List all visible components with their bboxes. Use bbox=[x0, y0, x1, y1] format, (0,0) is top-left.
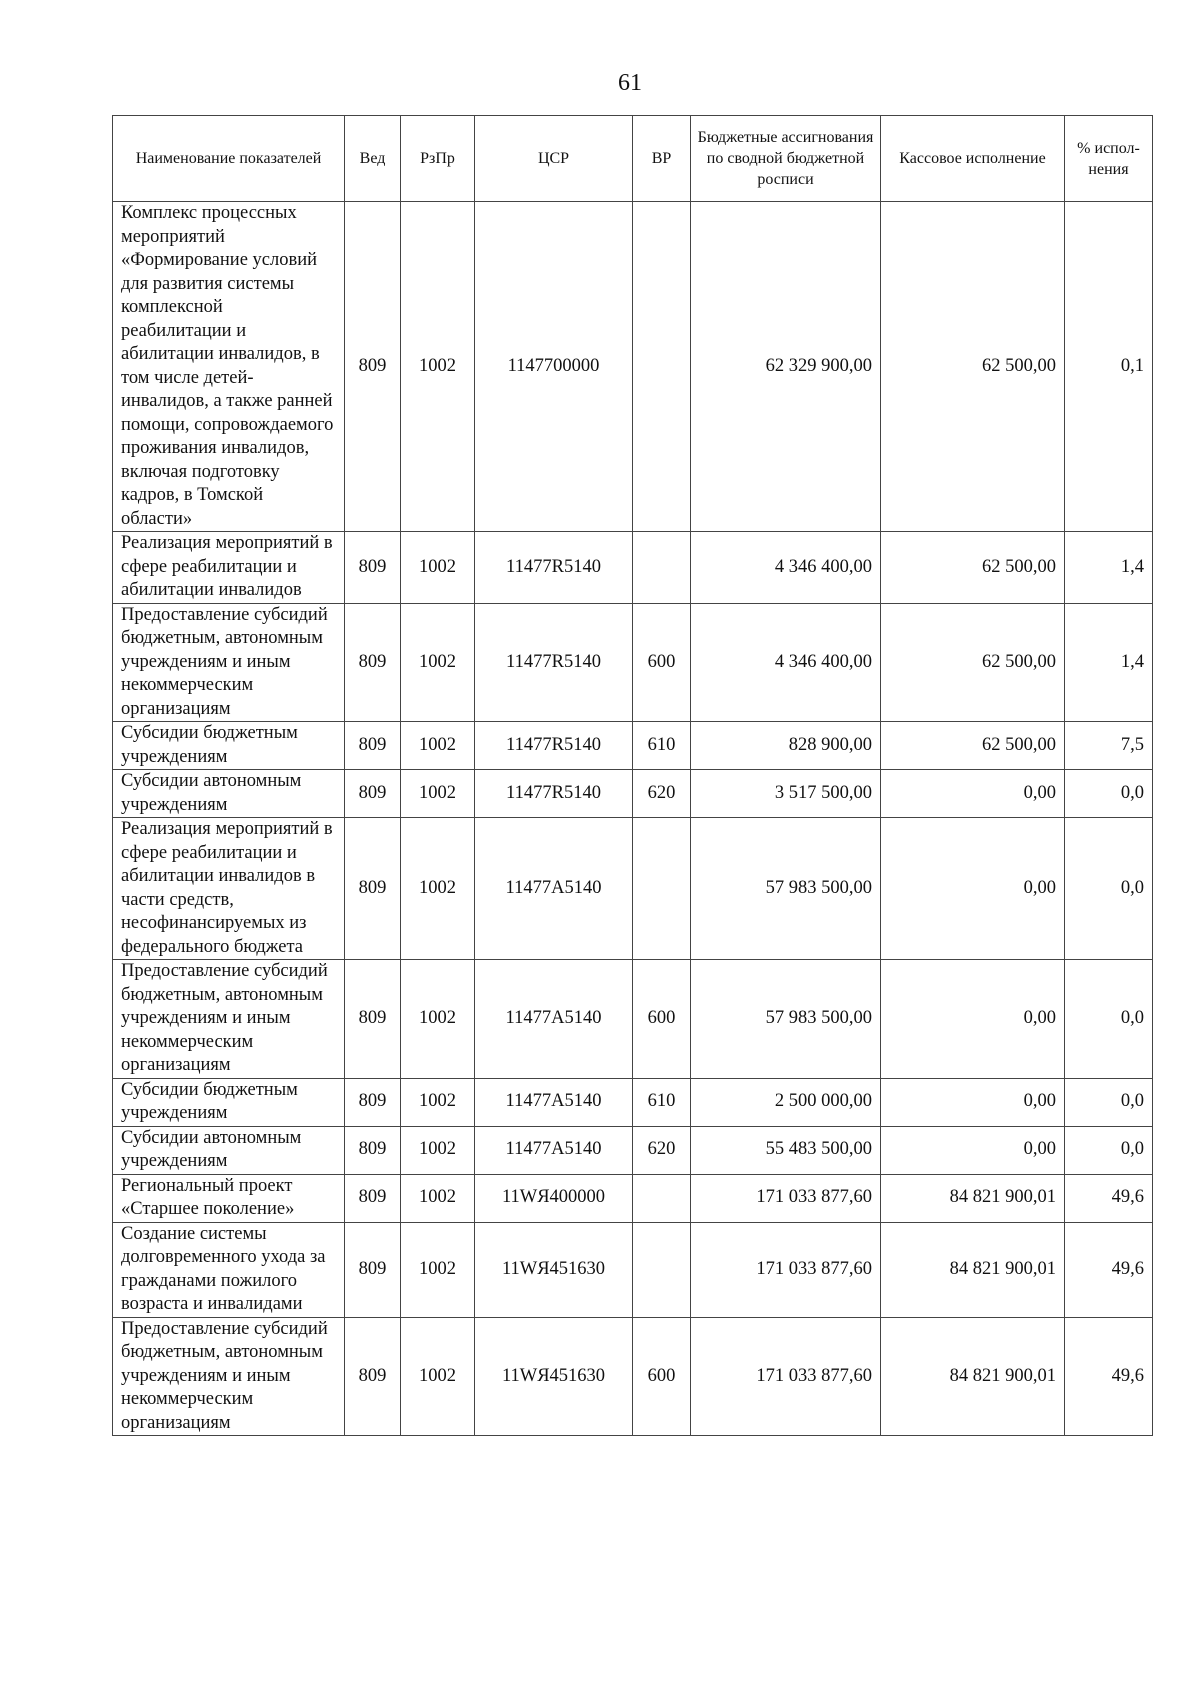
row-csr: 11477A5140 bbox=[475, 960, 633, 1079]
budget-execution-table bbox=[112, 115, 1153, 1436]
row-name: Субсидии бюджетным учреждениям bbox=[113, 1078, 345, 1126]
row-budget: 171 033 877,60 bbox=[691, 1317, 881, 1436]
row-name: Субсидии автономным учреждениям bbox=[113, 770, 345, 818]
table-row bbox=[113, 770, 1153, 818]
row-ved: 809 bbox=[345, 1317, 401, 1436]
row-cash: 0,00 bbox=[881, 1078, 1065, 1126]
row-csr: 1147700000 bbox=[475, 202, 633, 532]
row-vr bbox=[633, 1222, 691, 1317]
row-vr: 600 bbox=[633, 1317, 691, 1436]
row-budget: 57 983 500,00 bbox=[691, 960, 881, 1079]
row-csr: 11477A5140 bbox=[475, 1126, 633, 1174]
row-cash: 84 821 900,01 bbox=[881, 1174, 1065, 1222]
row-pct: 0,1 bbox=[1065, 202, 1153, 532]
row-pct: 7,5 bbox=[1065, 722, 1153, 770]
row-name: Предоставление субсидий бюджетным, автономным учреждениям и иным некоммерческим организациям bbox=[113, 960, 345, 1079]
row-csr: 11477R5140 bbox=[475, 722, 633, 770]
row-budget: 828 900,00 bbox=[691, 722, 881, 770]
row-csr: 11WЯ451630 bbox=[475, 1317, 633, 1436]
row-csr: 11477A5140 bbox=[475, 818, 633, 960]
row-csr: 11477R5140 bbox=[475, 770, 633, 818]
table-row bbox=[113, 960, 1153, 1079]
row-budget: 55 483 500,00 bbox=[691, 1126, 881, 1174]
row-vr: 600 bbox=[633, 603, 691, 722]
row-csr: 11477R5140 bbox=[475, 532, 633, 604]
table-row bbox=[113, 1126, 1153, 1174]
table-row bbox=[113, 532, 1153, 604]
row-csr: 11477R5140 bbox=[475, 603, 633, 722]
row-pct: 49,6 bbox=[1065, 1317, 1153, 1436]
row-ved: 809 bbox=[345, 532, 401, 604]
row-cash: 0,00 bbox=[881, 770, 1065, 818]
row-cash: 0,00 bbox=[881, 818, 1065, 960]
row-cash: 0,00 bbox=[881, 960, 1065, 1079]
row-name: Реализация мероприятий в сфере реабилитации и абилитации инвалидов в части средств, несофинансируемых из федерального бюджета bbox=[113, 818, 345, 960]
row-ved: 809 bbox=[345, 1078, 401, 1126]
row-rzpr: 1002 bbox=[401, 960, 475, 1079]
table-row bbox=[113, 1078, 1153, 1126]
row-name: Субсидии автономным учреждениям bbox=[113, 1126, 345, 1174]
row-budget: 171 033 877,60 bbox=[691, 1174, 881, 1222]
row-budget: 4 346 400,00 bbox=[691, 532, 881, 604]
table-row bbox=[113, 722, 1153, 770]
table-row bbox=[113, 202, 1153, 532]
row-rzpr: 1002 bbox=[401, 202, 475, 532]
table-row bbox=[113, 1174, 1153, 1222]
row-ved: 809 bbox=[345, 818, 401, 960]
row-budget: 57 983 500,00 bbox=[691, 818, 881, 960]
row-budget: 2 500 000,00 bbox=[691, 1078, 881, 1126]
row-vr bbox=[633, 818, 691, 960]
row-ved: 809 bbox=[345, 1222, 401, 1317]
row-cash: 62 500,00 bbox=[881, 202, 1065, 532]
row-name: Субсидии бюджетным учреждениям bbox=[113, 722, 345, 770]
row-rzpr: 1002 bbox=[401, 1222, 475, 1317]
row-rzpr: 1002 bbox=[401, 532, 475, 604]
header-ved: Вед bbox=[345, 116, 401, 202]
row-pct: 0,0 bbox=[1065, 818, 1153, 960]
row-pct: 49,6 bbox=[1065, 1222, 1153, 1317]
row-vr: 620 bbox=[633, 770, 691, 818]
row-cash: 62 500,00 bbox=[881, 532, 1065, 604]
row-pct: 49,6 bbox=[1065, 1174, 1153, 1222]
row-name: Предоставление субсидий бюджетным, автономным учреждениям и иным некоммерческим организациям bbox=[113, 603, 345, 722]
row-vr bbox=[633, 202, 691, 532]
row-rzpr: 1002 bbox=[401, 818, 475, 960]
row-cash: 84 821 900,01 bbox=[881, 1317, 1065, 1436]
row-name: Реализация мероприятий в сфере реабилитации и абилитации инвалидов bbox=[113, 532, 345, 604]
row-budget: 171 033 877,60 bbox=[691, 1222, 881, 1317]
row-rzpr: 1002 bbox=[401, 1126, 475, 1174]
row-cash: 84 821 900,01 bbox=[881, 1222, 1065, 1317]
row-budget: 62 329 900,00 bbox=[691, 202, 881, 532]
row-name: Предоставление субсидий бюджетным, автономным учреждениям и иным некоммерческим организациям bbox=[113, 1317, 345, 1436]
header-vr: ВР bbox=[633, 116, 691, 202]
row-vr bbox=[633, 1174, 691, 1222]
header-pct: % испол-нения bbox=[1065, 116, 1153, 202]
row-ved: 809 bbox=[345, 202, 401, 532]
row-name: Создание системы долговременного ухода за гражданами пожилого возраста и инвалидами bbox=[113, 1222, 345, 1317]
row-ved: 809 bbox=[345, 770, 401, 818]
row-rzpr: 1002 bbox=[401, 770, 475, 818]
row-pct: 1,4 bbox=[1065, 532, 1153, 604]
header-name: Наименование показателей bbox=[113, 116, 345, 202]
row-rzpr: 1002 bbox=[401, 722, 475, 770]
row-budget: 4 346 400,00 bbox=[691, 603, 881, 722]
row-ved: 809 bbox=[345, 722, 401, 770]
header-rzpr: РзПр bbox=[401, 116, 475, 202]
row-pct: 0,0 bbox=[1065, 1126, 1153, 1174]
row-ved: 809 bbox=[345, 1126, 401, 1174]
row-vr: 600 bbox=[633, 960, 691, 1079]
row-pct: 1,4 bbox=[1065, 603, 1153, 722]
row-ved: 809 bbox=[345, 603, 401, 722]
row-rzpr: 1002 bbox=[401, 603, 475, 722]
header-cash: Кассовое исполнение bbox=[881, 116, 1065, 202]
row-rzpr: 1002 bbox=[401, 1078, 475, 1126]
row-cash: 62 500,00 bbox=[881, 722, 1065, 770]
row-rzpr: 1002 bbox=[401, 1174, 475, 1222]
row-vr: 620 bbox=[633, 1126, 691, 1174]
row-ved: 809 bbox=[345, 1174, 401, 1222]
row-csr: 11477A5140 bbox=[475, 1078, 633, 1126]
table-row bbox=[113, 1317, 1153, 1436]
row-budget: 3 517 500,00 bbox=[691, 770, 881, 818]
row-cash: 62 500,00 bbox=[881, 603, 1065, 722]
row-vr: 610 bbox=[633, 1078, 691, 1126]
page-number: 61 bbox=[618, 70, 642, 96]
row-vr bbox=[633, 532, 691, 604]
row-name: Комплекс процессных мероприятий «Формирование условий для развития системы комплексной реабилитации и абилитации инвалидов, в том числе детей-инвалидов, а также ранней помощи, сопровождаемого проживания инвалидов, включая подготовку кадров, в Томской области» bbox=[113, 202, 345, 532]
table-row bbox=[113, 818, 1153, 960]
table-row bbox=[113, 1222, 1153, 1317]
table-row bbox=[113, 603, 1153, 722]
row-pct: 0,0 bbox=[1065, 770, 1153, 818]
row-vr: 610 bbox=[633, 722, 691, 770]
row-cash: 0,00 bbox=[881, 1126, 1065, 1174]
row-rzpr: 1002 bbox=[401, 1317, 475, 1436]
row-pct: 0,0 bbox=[1065, 1078, 1153, 1126]
row-name: Региональный проект «Старшее поколение» bbox=[113, 1174, 345, 1222]
row-csr: 11WЯ451630 bbox=[475, 1222, 633, 1317]
header-budget: Бюджетные ассигнования по сводной бюджетной росписи bbox=[691, 116, 881, 202]
row-ved: 809 bbox=[345, 960, 401, 1079]
row-csr: 11WЯ400000 bbox=[475, 1174, 633, 1222]
table-header-row bbox=[113, 116, 1153, 202]
header-csr: ЦСР bbox=[475, 116, 633, 202]
row-pct: 0,0 bbox=[1065, 960, 1153, 1079]
